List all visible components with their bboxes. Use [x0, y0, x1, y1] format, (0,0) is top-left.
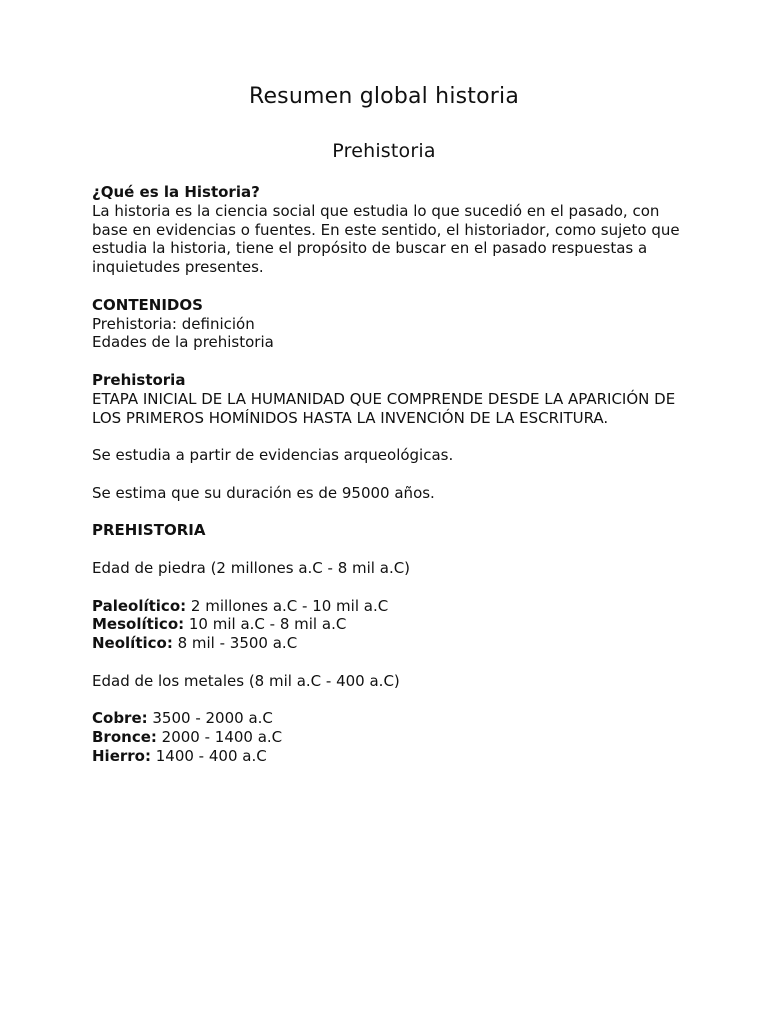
- period-label: Mesolítico:: [92, 615, 185, 634]
- prehistory-definition-section: [92, 371, 682, 427]
- prehistory-definition-heading: Prehistoria: [92, 370, 186, 389]
- period-value: 2 millones a.C - 10 mil a.C: [186, 596, 389, 615]
- period-row: [92, 597, 682, 616]
- period-label: Paleolítico:: [92, 596, 187, 615]
- period-row: [92, 747, 682, 766]
- period-row: [92, 709, 682, 728]
- page-title: Resumen global historia: [248, 84, 520, 109]
- period-row: [92, 634, 682, 653]
- what-is-history-heading: ¿Qué es la Historia?: [92, 183, 260, 201]
- period-value: 2000 - 1400 a.C: [156, 728, 283, 747]
- evidence-text: Se estudia a partir de evidencias arqueológicas.: [92, 446, 454, 465]
- what-is-history-text: La historia es la ciencia social que estudia lo que sucedió en el pasado, con base en evidencias o fuentes. En este sentido, el historiador, como sujeto que estudia la historia, tiene el propósito de buscar en el pasado respuestas a inquietudes presentes.: [92, 201, 680, 277]
- period-label: Neolítico:: [92, 634, 173, 653]
- period-label: Cobre:: [92, 709, 148, 728]
- period-value: 3500 - 2000 a.C: [147, 709, 273, 728]
- stone-age-heading-section: [92, 559, 682, 578]
- contents-section: [92, 296, 682, 352]
- period-label: Bronce:: [92, 728, 157, 747]
- contents-heading: CONTENIDOS: [92, 295, 203, 314]
- period-value: 10 mil a.C - 8 mil a.C: [184, 615, 347, 634]
- what-is-history-section: [92, 183, 682, 277]
- metal-age-heading: Edad de los metales (8 mil a.C - 400 a.C): [92, 671, 400, 690]
- stone-age-heading: Edad de piedra (2 millones a.C - 8 mil a.C): [92, 558, 411, 577]
- contents-item: Prehistoria: definición: [92, 314, 255, 333]
- metal-age-periods: [92, 709, 682, 765]
- period-row: [92, 728, 682, 747]
- metal-age-heading-section: [92, 672, 682, 691]
- prehistory-heading-section: [92, 521, 682, 540]
- duration-section: [92, 484, 682, 503]
- evidence-section: [92, 446, 682, 465]
- period-label: Hierro:: [92, 746, 151, 765]
- contents-item: Edades de la prehistoria: [92, 333, 274, 352]
- duration-text: Se estima que su duración es de 95000 años.: [92, 483, 435, 502]
- page-subtitle: Prehistoria: [332, 140, 436, 162]
- stone-age-periods: [92, 597, 682, 653]
- prehistory-definition-text: ETAPA INICIAL DE LA HUMANIDAD QUE COMPRENDE DESDE LA APARICIÓN DE LOS PRIMEROS HOMÍNIDOS HASTA LA INVENCIÓN DE LA ESCRITURA.: [92, 389, 676, 427]
- prehistory-heading: PREHISTORIA: [92, 521, 206, 540]
- period-value: 1400 - 400 a.C: [150, 746, 267, 765]
- period-value: 8 mil - 3500 a.C: [172, 634, 298, 653]
- period-row: [92, 615, 682, 634]
- document-content: [92, 183, 682, 785]
